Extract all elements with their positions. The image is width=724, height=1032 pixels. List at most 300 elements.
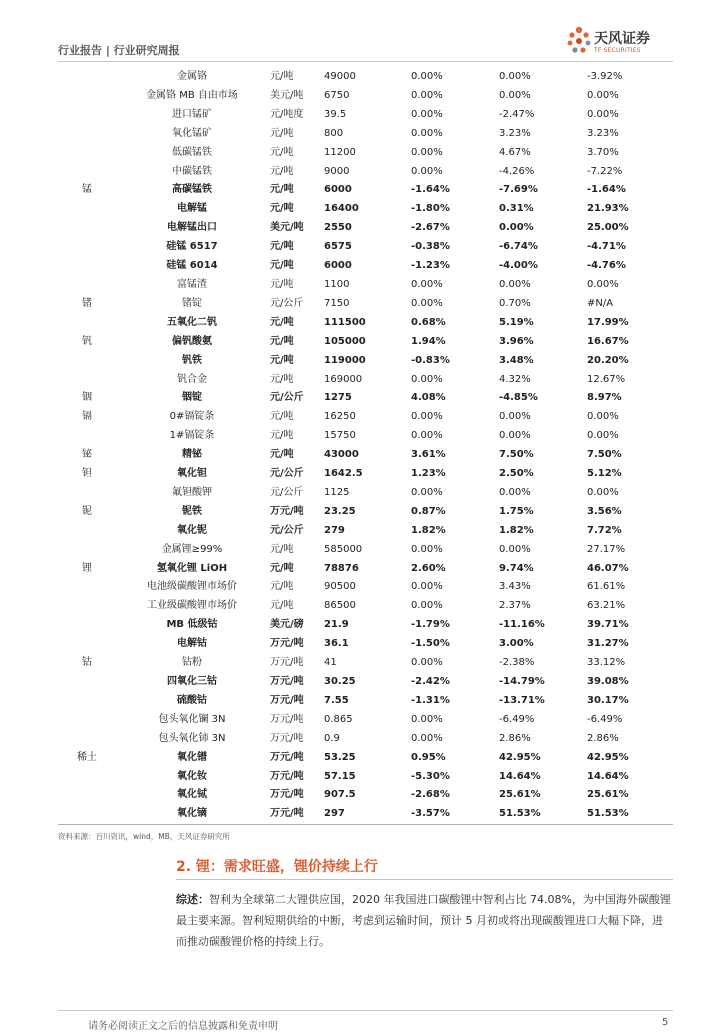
row-ytd-change: -6.49% (587, 713, 623, 725)
table-row (58, 692, 673, 711)
row-name: 精铋 (182, 449, 202, 461)
row-monthly-change: -11.16% (499, 619, 545, 631)
row-weekly-change: 0.00% (411, 600, 443, 612)
row-name: 高碳锰铁 (172, 184, 212, 196)
table-source-note: 资料来源：百川资讯，wind，MB，天风证券研究所 (58, 832, 230, 841)
row-monthly-change: 0.00% (499, 486, 531, 498)
table-row (58, 314, 673, 333)
row-price: 16250 (324, 411, 356, 423)
table-row (58, 597, 673, 616)
row-ytd-change: -4.71% (587, 241, 626, 253)
row-name: 硫酸钴 (177, 694, 207, 706)
row-ytd-change: -3.92% (587, 71, 623, 82)
table-row (58, 125, 673, 144)
row-ytd-change: 61.61% (587, 581, 626, 593)
row-price: 6000 (324, 184, 352, 196)
row-unit: 元/公斤 (270, 297, 304, 309)
row-name: 包头氧化铈 3N (158, 732, 226, 744)
row-price: 43000 (324, 449, 359, 461)
row-ytd-change: 0.00% (587, 89, 619, 101)
row-ytd-change: -1.64% (587, 184, 626, 196)
table-row (58, 673, 673, 692)
row-ytd-change: 0.00% (587, 411, 619, 423)
row-name: 铟锭 (182, 392, 202, 404)
row-name: 电池级碳酸锂市场价 (147, 581, 237, 593)
row-name: MB 低级钴 (166, 619, 218, 631)
row-weekly-change: 0.87% (411, 505, 446, 517)
row-monthly-change: 2.37% (499, 600, 531, 612)
table-row (58, 711, 673, 730)
row-monthly-change: 1.82% (499, 524, 534, 536)
row-name: 氧化锰矿 (172, 127, 212, 139)
row-weekly-change: -5.30% (411, 770, 450, 782)
row-category (58, 711, 116, 730)
row-price: 6575 (324, 241, 352, 253)
row-name: 氧化铽 (177, 789, 207, 801)
row-price: 1125 (324, 486, 350, 498)
table-row (58, 389, 673, 408)
row-name: 偏钒酸氨 (172, 335, 212, 347)
row-price: 30.25 (324, 676, 356, 687)
table-row (58, 654, 673, 673)
row-weekly-change: 0.00% (411, 713, 443, 725)
row-category (58, 371, 116, 390)
row-price: 16400 (324, 203, 359, 215)
section-title-rule (176, 879, 673, 880)
row-price: 7.55 (324, 694, 349, 706)
row-unit: 元/吨 (270, 373, 294, 385)
row-weekly-change: 0.68% (411, 316, 446, 328)
row-price: 7150 (324, 297, 350, 309)
row-unit: 元/吨 (270, 127, 294, 139)
row-name: 四氧化三钴 (167, 676, 217, 687)
row-weekly-change: 0.00% (411, 127, 443, 139)
row-ytd-change: 39.71% (587, 619, 629, 631)
row-ytd-change: 46.07% (587, 562, 629, 574)
row-monthly-change: 3.48% (499, 354, 534, 366)
row-ytd-change: 25.61% (587, 789, 629, 801)
row-category: 锂 (82, 562, 92, 574)
table-row (58, 786, 673, 805)
table-row (58, 106, 673, 125)
row-monthly-change: 3.23% (499, 127, 531, 139)
row-category (58, 805, 116, 824)
row-monthly-change: 5.19% (499, 316, 534, 328)
section-body-text: 智利为全球第二大锂供应国，2020 年我国进口碳酸锂中智利占比 74.08%，为中国海外碳酸锂最主要来源。智利短期供给的中断，考虑到运输时间，预计 5 月初或将出现碳酸锂进口大幅下降，进而推动碳酸锂价格的持续上行。 (176, 893, 671, 948)
row-name: 富锰渣 (177, 278, 207, 290)
row-monthly-change: 3.96% (499, 335, 534, 347)
row-ytd-change: 0.00% (587, 108, 619, 120)
row-price: 105000 (324, 335, 366, 347)
row-category: 铟 (82, 392, 92, 404)
table-row (58, 805, 673, 824)
row-monthly-change: -6.74% (499, 241, 538, 253)
row-monthly-change: 51.53% (499, 805, 587, 824)
row-unit: 万元/吨 (270, 676, 304, 687)
row-unit: 美元/磅 (270, 619, 304, 631)
price-table-body (58, 68, 673, 825)
row-name: 锗锭 (182, 297, 202, 309)
row-unit: 元/吨度 (270, 108, 304, 120)
row-monthly-change: 2.86% (499, 732, 531, 744)
table-row (58, 484, 673, 503)
row-weekly-change: 0.00% (411, 657, 443, 669)
row-name: 0#镉锭条 (169, 411, 215, 423)
row-unit: 万元/吨 (270, 770, 304, 782)
table-row (58, 295, 673, 314)
row-price: 41 (324, 657, 337, 669)
row-ytd-change: 31.27% (587, 638, 629, 650)
row-ytd-change: 0.00% (587, 430, 619, 442)
row-price: 9000 (324, 165, 350, 177)
row-price: 36.1 (324, 638, 349, 650)
row-name: 氧化钕 (177, 770, 207, 782)
table-row (58, 616, 673, 635)
row-name: 硅锰 6517 (166, 241, 218, 253)
row-ytd-change: 0.00% (587, 278, 619, 290)
row-category (58, 673, 116, 692)
row-category: 钽 (82, 468, 92, 480)
row-unit: 万元/吨 (270, 713, 304, 725)
row-category (58, 427, 116, 446)
row-category: 钴 (82, 657, 92, 669)
row-category: 钒 (82, 335, 92, 347)
table-row (58, 560, 673, 579)
table-row (58, 163, 673, 182)
table-row (58, 408, 673, 427)
row-monthly-change: 1.75% (499, 505, 534, 517)
row-category (58, 768, 116, 787)
row-ytd-change: 5.12% (587, 468, 622, 480)
row-weekly-change: 3.61% (411, 449, 446, 461)
row-monthly-change: 25.61% (499, 789, 541, 801)
table-row (58, 578, 673, 597)
row-ytd-change: 0.00% (587, 486, 619, 498)
table-row (58, 219, 673, 238)
row-weekly-change: 0.00% (411, 146, 443, 158)
row-monthly-change: 2.50% (499, 468, 534, 480)
table-row (58, 238, 673, 257)
row-price: 297 (324, 805, 411, 824)
row-ytd-change: 33.12% (587, 657, 626, 669)
row-category (58, 200, 116, 219)
row-category: 锗 (82, 297, 92, 309)
row-unit: 万元/吨 (270, 732, 304, 744)
row-category (58, 144, 116, 163)
row-name: 硅锰 6014 (166, 260, 218, 272)
row-category (58, 106, 116, 125)
row-name: 氧化镨 (177, 751, 207, 763)
row-ytd-change: 42.95% (587, 751, 629, 763)
row-monthly-change: -2.47% (499, 108, 535, 120)
row-name: 金属铬 MB 自由市场 (146, 89, 238, 101)
row-ytd-change: 21.93% (587, 203, 629, 215)
row-unit: 元/吨 (270, 335, 294, 347)
row-unit: 万元/吨 (268, 805, 324, 824)
row-unit: 元/公斤 (270, 468, 304, 480)
row-category (58, 352, 116, 371)
table-row (58, 276, 673, 295)
row-weekly-change: 0.00% (411, 486, 443, 498)
row-category (58, 786, 116, 805)
row-price: 0.865 (324, 713, 353, 725)
row-weekly-change: 0.00% (411, 581, 443, 593)
table-row (58, 257, 673, 276)
table-row (58, 68, 673, 87)
table-row (58, 465, 673, 484)
row-price: 111500 (324, 316, 366, 328)
row-price: 169000 (324, 373, 363, 385)
row-monthly-change: -14.79% (499, 676, 545, 687)
row-category (58, 257, 116, 276)
row-weekly-change: -2.42% (411, 676, 450, 687)
row-name: 中碳锰铁 (172, 165, 212, 177)
row-monthly-change: 7.50% (499, 449, 534, 461)
row-ytd-change: 63.21% (587, 600, 626, 612)
row-weekly-change: -3.57% (411, 805, 499, 824)
table-row (58, 352, 673, 371)
row-ytd-change: 3.70% (587, 146, 619, 158)
row-monthly-change: 0.00% (499, 411, 531, 423)
row-name: 氟钽酸钾 (172, 486, 212, 498)
row-ytd-change: #N/A (587, 297, 614, 309)
row-ytd-change: -4.76% (587, 260, 626, 272)
row-unit: 万元/吨 (270, 505, 304, 517)
row-monthly-change: 0.00% (499, 89, 531, 101)
row-price: 90500 (324, 581, 356, 593)
row-weekly-change: -1.64% (411, 184, 450, 196)
table-row (58, 749, 673, 768)
row-weekly-change: -0.38% (411, 241, 450, 253)
page-number: 5 (662, 1017, 669, 1028)
row-category (58, 522, 116, 541)
row-ytd-change: -7.22% (587, 165, 623, 177)
row-price: 2550 (324, 222, 352, 234)
row-weekly-change: 4.08% (411, 392, 446, 404)
row-monthly-change: 0.00% (499, 543, 531, 555)
row-monthly-change: 0.00% (499, 430, 531, 442)
row-unit: 万元/吨 (270, 751, 304, 763)
row-name: 包头氧化镧 3N (158, 713, 226, 725)
row-price: 279 (324, 524, 345, 536)
row-weekly-change: 0.00% (411, 297, 443, 309)
row-name: 1#镉锭条 (169, 430, 215, 442)
logo-mark-icon (566, 24, 592, 58)
row-weekly-change: 0.00% (411, 89, 443, 101)
row-price: 1275 (324, 392, 352, 404)
row-name: 电解钴 (177, 638, 207, 650)
row-monthly-change: 0.70% (499, 297, 531, 309)
row-unit: 元/吨 (270, 562, 294, 574)
row-name: 氧化钽 (177, 468, 207, 480)
row-weekly-change: -1.31% (411, 694, 450, 706)
logo-name: 天风证券 (594, 31, 650, 47)
row-price: 23.25 (324, 505, 356, 517)
row-name: 进口锰矿 (172, 108, 212, 120)
section-title: 2. 锂：需求旺盛，锂价持续上行 (176, 859, 378, 875)
row-weekly-change: 0.00% (411, 108, 443, 120)
row-category (58, 68, 116, 87)
row-weekly-change: 0.00% (411, 411, 443, 423)
row-price: 119000 (324, 354, 366, 366)
row-category (58, 730, 116, 749)
row-unit: 万元/吨 (270, 638, 304, 650)
row-name: 钴粉 (182, 657, 202, 669)
row-weekly-change: 0.00% (411, 71, 443, 82)
row-name: 钒合金 (177, 373, 207, 385)
row-ytd-change: 8.97% (587, 392, 622, 404)
row-unit: 元/吨 (270, 430, 294, 442)
table-row (58, 181, 673, 200)
table-row (58, 446, 673, 465)
row-price: 907.5 (324, 789, 356, 801)
row-price: 53.25 (324, 751, 356, 763)
row-monthly-change: 14.64% (499, 770, 541, 782)
row-ytd-change: 3.23% (587, 127, 619, 139)
row-weekly-change: -0.83% (411, 354, 450, 366)
row-name: 金属锂≥99% (161, 543, 223, 555)
row-name: 氧化铌 (177, 524, 207, 536)
row-monthly-change: 0.00% (499, 278, 531, 290)
row-monthly-change: -4.00% (499, 260, 538, 272)
table-row (58, 730, 673, 749)
row-unit: 元/吨 (270, 581, 294, 593)
footer-divider (58, 1010, 673, 1011)
row-monthly-change: 42.95% (499, 751, 541, 763)
row-ytd-change: 25.00% (587, 222, 629, 234)
row-unit: 元/吨 (270, 278, 294, 290)
row-name: 铌铁 (182, 505, 202, 517)
row-monthly-change: -13.71% (499, 694, 545, 706)
row-ytd-change: 14.64% (587, 770, 629, 782)
row-price: 585000 (324, 543, 363, 555)
row-category: 镉 (82, 411, 92, 423)
row-monthly-change: -6.49% (499, 713, 535, 725)
row-name: 金属铬 (177, 71, 207, 82)
row-weekly-change: -2.68% (411, 789, 450, 801)
logo (566, 22, 676, 62)
row-price: 39.5 (324, 108, 347, 120)
report-header-title: 行业报告 | 行业研究周报 (58, 44, 180, 57)
row-category (58, 163, 116, 182)
row-price: 1642.5 (324, 468, 363, 480)
row-price: 800 (324, 127, 344, 139)
row-weekly-change: 0.00% (411, 165, 443, 177)
row-ytd-change: 39.08% (587, 676, 629, 687)
table-row (58, 427, 673, 446)
row-category (58, 314, 116, 333)
table-row (58, 144, 673, 163)
row-unit: 元/公斤 (270, 392, 304, 404)
row-weekly-change: 1.94% (411, 335, 446, 347)
table-row (58, 371, 673, 390)
row-category (58, 616, 116, 635)
row-unit: 元/吨 (270, 146, 294, 158)
footer-disclaimer-link[interactable]: 请务必阅读正文之后的信息披露和免责申明 (88, 1021, 278, 1032)
row-unit: 元/吨 (270, 354, 294, 366)
row-weekly-change: -1.23% (411, 260, 450, 272)
row-ytd-change: 12.67% (587, 373, 626, 385)
row-unit: 元/吨 (270, 316, 294, 328)
row-price: 86500 (324, 600, 356, 612)
row-category (58, 276, 116, 295)
row-category (58, 219, 116, 238)
section-body (176, 889, 673, 952)
row-monthly-change: 4.67% (499, 146, 531, 158)
row-name: 低碳锰铁 (172, 146, 212, 158)
row-ytd-change: 51.53% (587, 805, 673, 824)
row-unit: 万元/吨 (270, 694, 304, 706)
row-weekly-change: 0.00% (411, 543, 443, 555)
row-name: 氢氧化锂 LiOH (156, 562, 228, 574)
row-category (58, 692, 116, 711)
row-category (58, 635, 116, 654)
row-monthly-change: 3.00% (499, 638, 534, 650)
row-monthly-change: 0.31% (499, 203, 534, 215)
row-category: 铋 (82, 449, 92, 461)
row-unit: 元/吨 (270, 71, 294, 82)
row-monthly-change: 9.74% (499, 562, 534, 574)
row-monthly-change: -2.38% (499, 657, 535, 669)
row-unit: 万元/吨 (270, 657, 304, 669)
row-category: 铌 (82, 505, 92, 517)
row-category: 稀土 (77, 751, 97, 763)
row-price: 15750 (324, 430, 356, 442)
row-name: 五氧化二钒 (167, 316, 217, 328)
row-unit: 元/吨 (270, 165, 294, 177)
row-price: 0.9 (324, 732, 340, 744)
table-row (58, 522, 673, 541)
row-name: 电解锰 (177, 203, 207, 215)
row-ytd-change: 7.50% (587, 449, 622, 461)
row-unit: 元/吨 (270, 411, 294, 423)
row-unit: 元/吨 (270, 184, 294, 196)
row-category (58, 238, 116, 257)
row-category: 锰 (82, 184, 92, 196)
row-weekly-change: -2.67% (411, 222, 450, 234)
row-weekly-change: 0.00% (411, 373, 443, 385)
row-ytd-change: 3.56% (587, 505, 622, 517)
row-weekly-change: 1.23% (411, 468, 446, 480)
table-row (58, 503, 673, 522)
row-ytd-change: 27.17% (587, 543, 626, 555)
row-monthly-change: 3.43% (499, 581, 531, 593)
row-unit: 元/公斤 (270, 486, 304, 498)
row-category (58, 87, 116, 106)
row-price: 6750 (324, 89, 350, 101)
row-unit: 元/吨 (270, 543, 294, 555)
row-weekly-change: -1.50% (411, 638, 450, 650)
row-weekly-change: -1.80% (411, 203, 450, 215)
row-ytd-change: 30.17% (587, 694, 629, 706)
row-weekly-change: 0.00% (411, 732, 443, 744)
table-row (58, 768, 673, 787)
row-unit: 元/吨 (270, 241, 294, 253)
row-price: 11200 (324, 146, 356, 158)
row-category (58, 597, 116, 616)
row-ytd-change: 16.67% (587, 335, 629, 347)
row-price: 49000 (324, 71, 356, 82)
row-monthly-change: 4.32% (499, 373, 531, 385)
table-row (58, 635, 673, 654)
row-unit: 元/吨 (270, 600, 294, 612)
row-unit: 元/吨 (270, 260, 294, 272)
row-price: 57.15 (324, 770, 356, 782)
row-weekly-change: -1.79% (411, 619, 450, 631)
row-ytd-change: 17.99% (587, 316, 629, 328)
logo-subtitle: TF SECURITIES (594, 47, 641, 54)
row-weekly-change: 1.82% (411, 524, 446, 536)
